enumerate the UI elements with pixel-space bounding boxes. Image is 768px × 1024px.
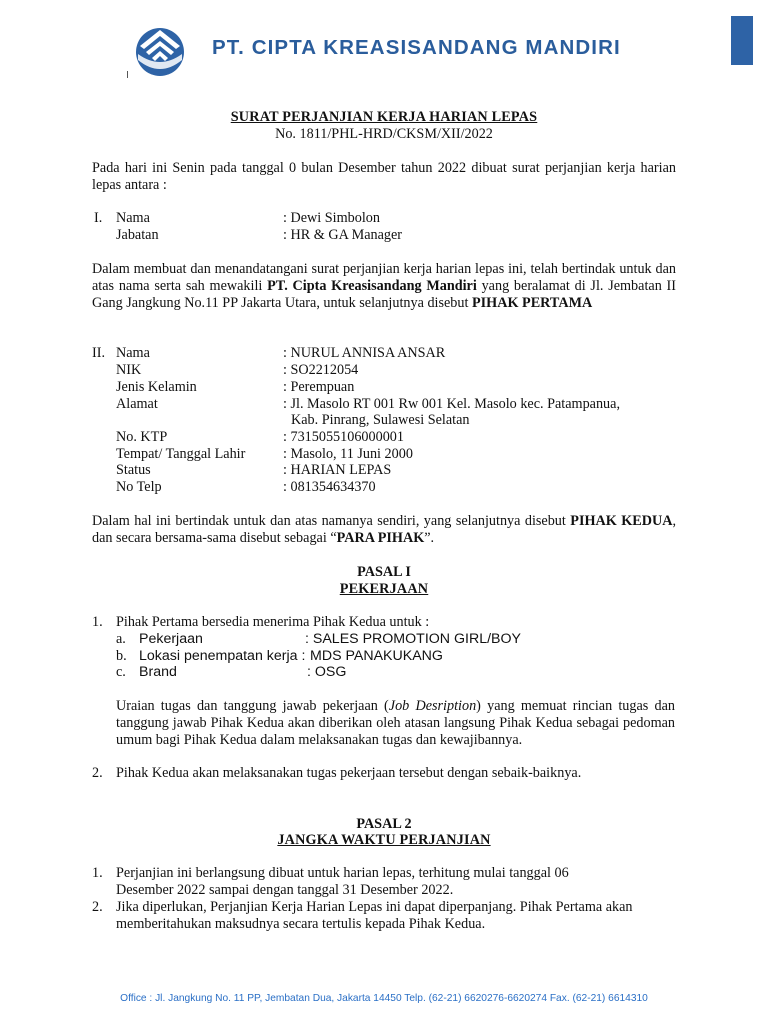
field-label: Alamat <box>116 396 158 412</box>
item-number: 1. <box>92 614 103 630</box>
field-label: Nama <box>116 345 150 361</box>
sub-value: : OSG <box>307 664 347 680</box>
field-value: : HR & GA Manager <box>283 227 402 243</box>
item-number: 2. <box>92 765 103 781</box>
field-value: : Masolo, 11 Juni 2000 <box>283 446 413 462</box>
role-bold: PIHAK PERTAMA <box>471 295 593 311</box>
field-label: No. KTP <box>116 429 168 445</box>
italic-term: Job Desription <box>388 698 477 714</box>
field-value: : 7315055106000001 <box>283 429 404 445</box>
sub-letter: c. <box>116 664 126 680</box>
field-value: : Jl. Masolo RT 001 Rw 001 Kel. Masolo kec. Patampanua, <box>283 396 620 412</box>
company-name: PT. CIPTA KREASISANDANG MANDIRI <box>212 36 621 59</box>
job-description-paragraph <box>116 698 675 749</box>
header-accent-bar <box>731 16 753 65</box>
text-run: , dan secara bersama-sama disebut sebagai “ <box>92 513 676 546</box>
pasal2-number: PASAL 2 <box>356 816 412 832</box>
text-run: ”. <box>424 530 435 546</box>
sub-letter: a. <box>116 631 126 647</box>
party1-paragraph <box>92 261 676 312</box>
mark-tick <box>127 71 128 78</box>
joint-bold: PARA PIHAK <box>336 530 425 546</box>
company-logo-icon <box>132 22 188 78</box>
field-value: Kab. Pinrang, Sulawesi Selatan <box>291 412 470 428</box>
field-label: Status <box>116 462 151 478</box>
field-label: Nama <box>116 210 150 226</box>
item-number: 2. <box>92 899 103 915</box>
field-value: : 081354634370 <box>283 479 376 495</box>
text-run: ) yang memuat rincian tugas dan tanggung jawab Pihak Kedua akan diberikan oleh atasan langsung Pihak Kedua sebagai pedoman umum bagi Pihak Kedua dalam melaksanakan tugas dan kewajibannya. <box>116 698 675 748</box>
company-bold: PT. Cipta Kreasisandang Mandiri <box>267 278 477 294</box>
text-run: Uraian tugas dan tanggung jawab pekerjaan ( <box>116 698 389 714</box>
pasal1-number: PASAL I <box>357 564 411 580</box>
text-run: Dalam hal ini bertindak untuk dan atas namanya sendiri, yang selanjutnya disebut <box>92 513 571 529</box>
role-bold: PIHAK KEDUA <box>570 513 673 529</box>
party1-numeral: I. <box>94 210 103 226</box>
pasal2-item2-text: Jika diperlukan, Perjanjian Kerja Harian Lepas ini dapat diperpanjang. Pihak Pertama akan memberitahukan maksudnya secara tertulis kepada Pihak Kedua. <box>116 899 633 932</box>
sub-label: Lokasi penempatan kerja : <box>139 648 306 664</box>
field-label: No Telp <box>116 479 162 495</box>
pasal1-title: PEKERJAAN <box>339 581 429 597</box>
field-value: : HARIAN LEPAS <box>283 462 392 478</box>
sub-label: Pekerjaan <box>139 631 203 647</box>
field-value: : SO2212054 <box>283 362 359 378</box>
sub-label: Brand <box>139 664 177 680</box>
sub-value: MDS PANAKUKANG <box>310 648 443 664</box>
letterhead <box>0 0 768 85</box>
document-title: SURAT PERJANJIAN KERJA HARIAN LEPAS <box>230 109 538 125</box>
pasal2-item1-text: Perjanjian ini berlangsung dibuat untuk harian lepas, terhitung mulai tanggal 06 Desember 2022 sampai dengan tanggal 31 Desember 2022. <box>116 865 569 898</box>
intro-paragraph: Pada hari ini Senin pada tanggal 0 bulan Desember tahun 2022 dibuat surat perjanjian kerja harian lepas antara : <box>92 160 676 193</box>
office-address-footer: Office : Jl. Jangkung No. 11 PP, Jembatan Dua, Jakarta 14450 Telp. (62-21) 6620276-6620274 Fax. (62-21) 6614310 <box>120 993 648 1004</box>
document-number: No. 1811/PHL-HRD/CKSM/XII/2022 <box>275 126 493 142</box>
item-text: Pihak Pertama bersedia menerima Pihak Kedua untuk : <box>116 614 430 630</box>
text-run: yang beralamat di Jl. Jembatan II Gang Jangkung No.11 PP Jakarta Utara, untuk selanjutnya disebut <box>92 278 677 311</box>
item-text: Pihak Kedua akan melaksanakan tugas pekerjaan tersebut dengan sebaik-baiknya. <box>116 765 582 781</box>
field-label: Jabatan <box>116 227 159 243</box>
field-value: : Dewi Simbolon <box>283 210 380 226</box>
sub-letter: b. <box>116 648 127 664</box>
item-number: 1. <box>92 865 103 881</box>
field-label: NIK <box>116 362 142 378</box>
field-label: Tempat/ Tanggal Lahir <box>116 446 246 462</box>
text-run: Dalam membuat dan menandatangani surat perjanjian kerja harian lepas ini, telah bertindak untuk dan atas nama serta sah mewakili <box>92 261 676 294</box>
field-value: : Perempuan <box>283 379 355 395</box>
pasal2-title: JANGKA WAKTU PERJANJIAN <box>277 832 491 848</box>
field-value: : NURUL ANNISA ANSAR <box>283 345 446 361</box>
field-label: Jenis Kelamin <box>116 379 197 395</box>
sub-value: : SALES PROMOTION GIRL/BOY <box>305 631 522 647</box>
party2-paragraph <box>92 513 676 547</box>
party2-numeral: II. <box>92 345 105 361</box>
